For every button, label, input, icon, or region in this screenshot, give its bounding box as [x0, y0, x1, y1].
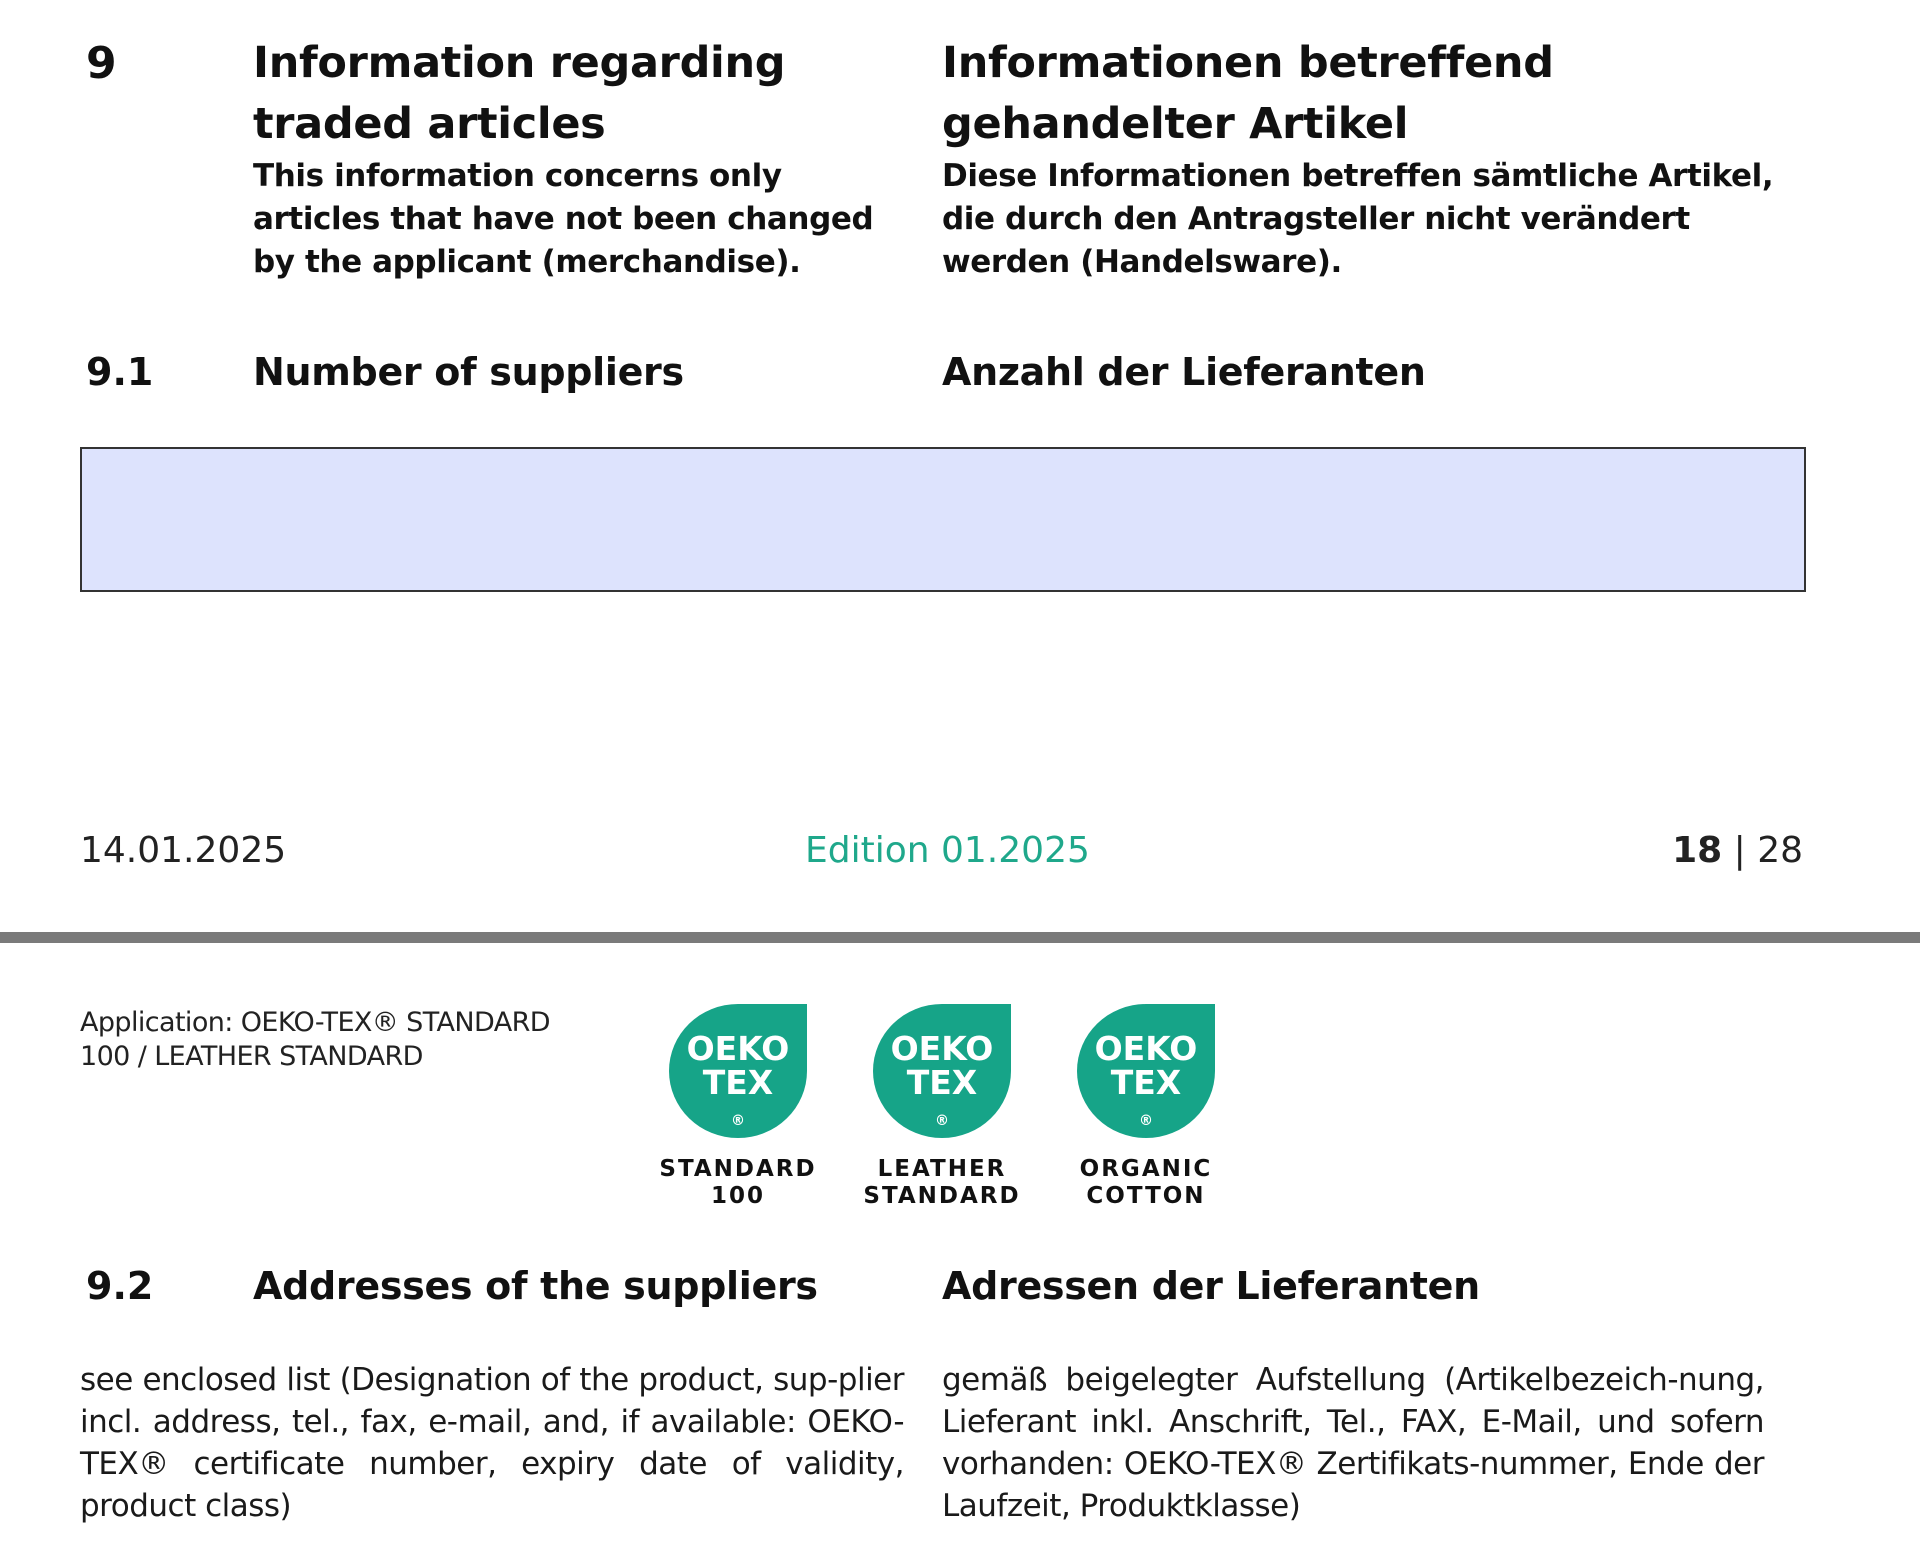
oeko-tex-badge-icon: OEKO TEX ® — [873, 1004, 1011, 1138]
logo-line1: OEKO — [686, 1029, 790, 1068]
logo-line1: OEKO — [890, 1029, 994, 1068]
logo-caption1: LEATHER — [877, 1156, 1007, 1182]
section-intro-en: This information concerns only articles that have not been changed by the applicant (merchandise). — [253, 158, 874, 280]
oeko-tex-standard-100-logo — [638, 1004, 838, 1210]
logo-line2: TEX — [1110, 1063, 1182, 1102]
body-text-en: see enclosed list (Designation of the product, sup-plier incl. address, tel., fax, e-mail, and, if available: OEKO-TEX® certificate number, expiry date of validity, product class) — [80, 1362, 904, 1524]
oeko-tex-badge-icon: OEKO TEX ® — [669, 1004, 807, 1138]
page-total: 28 — [1757, 830, 1803, 871]
section-intro-de: Diese Informationen betreffen sämtliche Artikel, die durch den Antragsteller nicht verändert werden (Handelsware). — [942, 158, 1774, 280]
subsection-title-de: Adressen der Lieferanten — [942, 1264, 1480, 1308]
oeko-tex-leather-standard-logo — [842, 1004, 1042, 1210]
logo-line1: OEKO — [1094, 1029, 1198, 1068]
oeko-tex-organic-cotton-logo — [1046, 1004, 1246, 1210]
logo-caption2: 100 — [710, 1183, 765, 1209]
footer-edition: Edition 01.2025 — [805, 830, 1090, 871]
section-title-en: Information regarding traded articles — [253, 38, 786, 149]
footer-date: 14.01.2025 — [80, 830, 287, 871]
section-title-de: Informationen betreffend gehandelter Artikel — [942, 38, 1554, 149]
body-text-de: gemäß beigelegter Aufstellung (Artikelbezeich-nung, Lieferant inkl. Anschrift, Tel., FAX, E-Mail, und sofern vorhanden: OEKO-TEX® Zertifikats-nummer, Ende der Laufzeit, Produktklasse) — [942, 1362, 1764, 1524]
oeko-tex-badge-icon: OEKO TEX ® — [1077, 1004, 1215, 1138]
page-number — [1672, 830, 1803, 871]
logo-caption1: STANDARD — [659, 1156, 817, 1182]
page-divider — [0, 932, 1920, 943]
section-number: 9 — [86, 38, 117, 89]
subsection-title-en: Addresses of the suppliers — [253, 1264, 818, 1308]
logo-line2: TEX — [906, 1063, 978, 1102]
logo-caption2: COTTON — [1086, 1183, 1206, 1209]
logo-caption1: ORGANIC — [1079, 1156, 1213, 1182]
subsection-number: 9.2 — [86, 1264, 154, 1308]
subsection-title-en: Number of suppliers — [253, 350, 684, 394]
page-current: 18 — [1672, 830, 1723, 871]
page-separator: | — [1722, 830, 1758, 871]
subsection-number: 9.1 — [86, 350, 154, 394]
logo-caption2: STANDARD — [863, 1183, 1021, 1209]
subsection-title-de: Anzahl der Lieferanten — [942, 350, 1426, 394]
application-label: Application: OEKO-TEX® STANDARD 100 / LEATHER STANDARD — [80, 1007, 550, 1072]
logo-line2: TEX — [702, 1063, 774, 1102]
number-of-suppliers-field[interactable] — [80, 447, 1806, 592]
